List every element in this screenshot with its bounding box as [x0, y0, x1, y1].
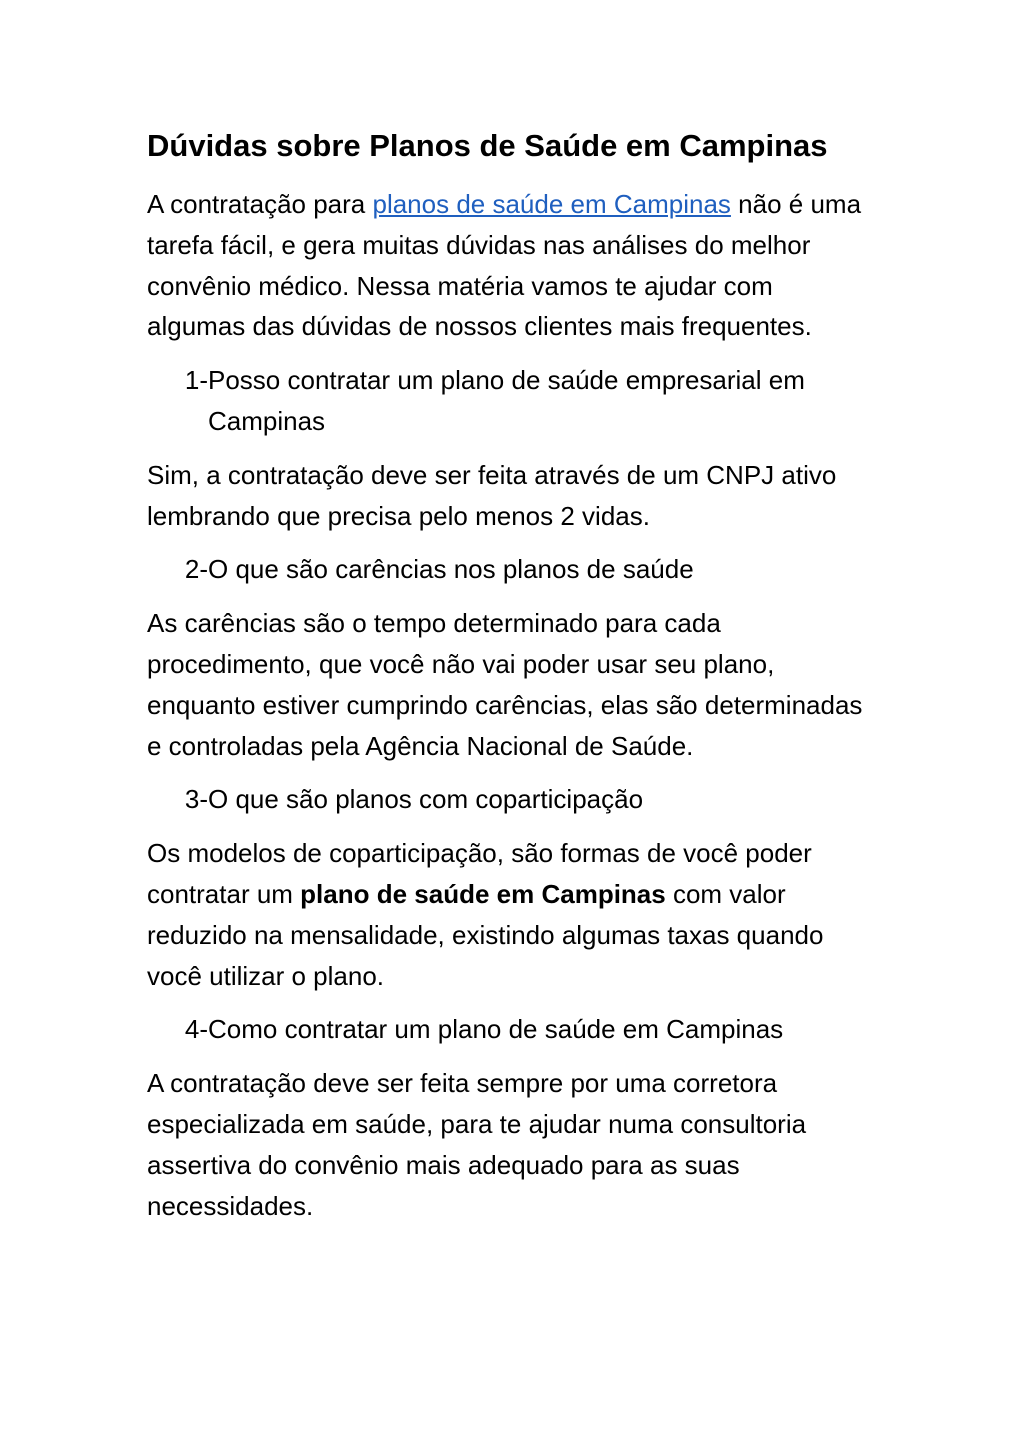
answer-paragraph-1: Sim, a contratação deve ser feita através de um CNPJ ativo lembrando que precisa pelo menos 2 vidas.	[147, 459, 837, 531]
answer-text-after-bold: com valor reduzido na mensalidade, existindo algumas taxas quando você utilizar o plano.	[147, 878, 824, 991]
answer-paragraph-3	[147, 833, 877, 996]
question-text: O que são carências nos planos de saúde	[208, 554, 694, 585]
question-number: 2-	[184, 554, 208, 585]
intro-text-after-link: não é uma tarefa fácil, e gera muitas dúvidas nas análises do melhor convênio médico. Nessa matéria vamos te ajudar com algumas das dúvidas de nossos clientes mais frequentes.	[147, 189, 862, 342]
intro-paragraph	[147, 184, 877, 347]
document-page	[147, 120, 877, 1239]
question-number: 4-	[184, 1014, 208, 1045]
question-text: O que são planos com coparticipação	[208, 784, 644, 815]
question-number: 1-	[184, 365, 208, 396]
question-text: Posso contratar um plano de saúde empresarial em Campinas	[208, 365, 805, 436]
answer-paragraph-2: As carências são o tempo determinado para cada procedimento, que você não vai poder usar seu plano, enquanto estiver cumprindo carências, elas são determinadas e controladas pela Agência Nacional de Saúde.	[147, 608, 863, 761]
planos-campinas-link[interactable]: planos de saúde em Campinas	[372, 189, 731, 219]
document-title: Dúvidas sobre Planos de Saúde em Campinas	[147, 128, 828, 163]
answer-bold-keyword: plano de saúde em Campinas	[300, 878, 666, 909]
question-number: 3-	[184, 784, 208, 815]
answer-paragraph-4: A contratação deve ser feita sempre por uma corretora especializada em saúde, para te ajudar numa consultoria assertiva do convênio mais adequado para as suas necessidades.	[147, 1068, 807, 1221]
question-item-1	[147, 360, 877, 442]
question-text: Como contratar um plano de saúde em Campinas	[208, 1014, 784, 1045]
question-item-4	[147, 1009, 877, 1050]
answer-text-before-bold: Os modelos de coparticipação, são formas de você poder contratar um	[147, 838, 812, 909]
question-item-3	[147, 779, 877, 820]
question-item-2	[147, 549, 877, 590]
intro-text-before-link: A contratação para	[147, 189, 373, 219]
